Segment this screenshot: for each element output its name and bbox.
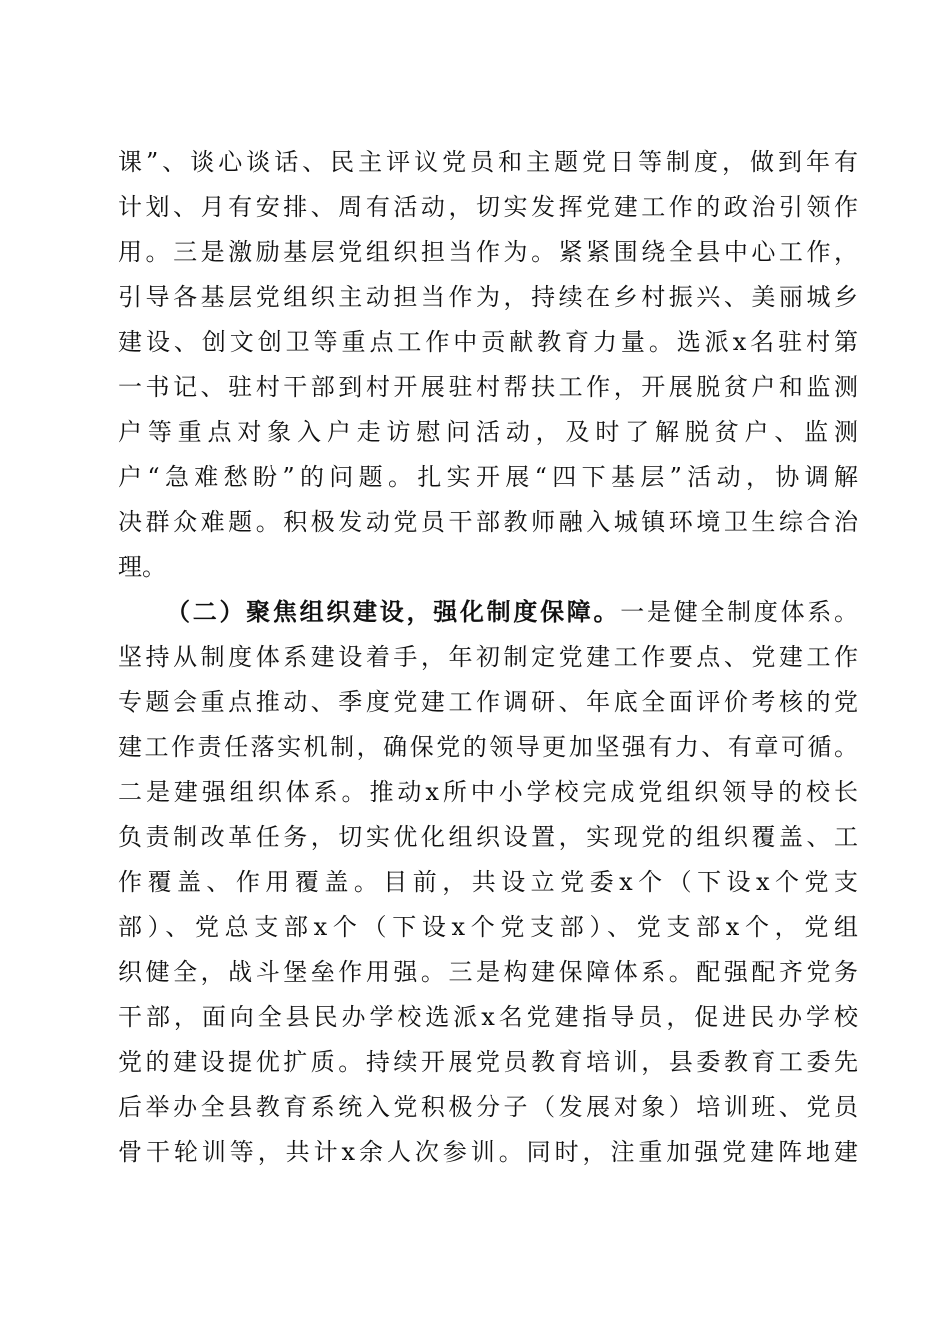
text-line: 引导各基层党组织主动担当作为，持续在乡村振兴、美丽城乡 [118,283,858,311]
text-line: 建设、创文创卫等重点工作中贡献教育力量。选派x名驻村第 [118,328,858,356]
text-line: 理。 [118,553,166,581]
text-line: 计划、月有安排、周有活动，切实发挥党建工作的政治引领作 [118,193,858,221]
text-line: 一书记、驻村干部到村开展驻村帮扶工作，开展脱贫户和监测 [118,373,858,401]
text-line: 部）、党总支部x个（下设x个党支部）、党支部x个，党组 [118,913,858,941]
section-heading: （二）聚焦组织建设，强化制度保障。 [166,597,621,626]
text-line: 后举办全县教育系统入党积极分子（发展对象）培训班、党员 [118,1093,858,1121]
document-body [118,140,858,1320]
text-line: 二是建强组织体系。推动x所中小学校完成党组织领导的校长 [118,778,858,806]
section-heading-line [166,590,858,634]
text-line: 决群众难题。积极发动党员干部教师融入城镇环境卫生综合治 [118,508,858,536]
text-line: 作覆盖、作用覆盖。目前，共设立党委x个（下设x个党支 [118,868,858,896]
text-line: 坚持从制度体系建设着手，年初制定党建工作要点、党建工作 [118,643,858,671]
section-heading-rest: 一是健全制度体系。 [620,598,859,626]
text-line: 用。三是激励基层党组织担当作为。紧紧围绕全县中心工作， [118,238,858,266]
text-line: 负责制改革任务，切实优化组织设置，实现党的组织覆盖、工 [118,823,858,851]
text-line: 织健全，战斗堡垒作用强。三是构建保障体系。配强配齐党务 [118,958,858,986]
text-line: 党的建设提优扩质。持续开展党员教育培训，县委教育工委先 [118,1048,858,1076]
text-line: 户等重点对象入户走访慰问活动，及时了解脱贫户、监测 [118,418,858,446]
text-line: 专题会重点推动、季度党建工作调研、年底全面评价考核的党 [118,688,858,716]
text-line: 户“急难愁盼”的问题。扎实开展“四下基层”活动，协调解 [118,463,858,491]
text-line: 建工作责任落实机制，确保党的领导更加坚强有力、有章可循。 [118,733,858,761]
text-line: 骨干轮训等，共计x余人次参训。同时，注重加强党建阵地建 [118,1138,858,1166]
text-line: 干部，面向全县民办学校选派x名党建指导员，促进民办学校 [118,1003,858,1031]
text-line: 课”、谈心谈话、民主评议党员和主题党日等制度，做到年有 [118,148,858,176]
